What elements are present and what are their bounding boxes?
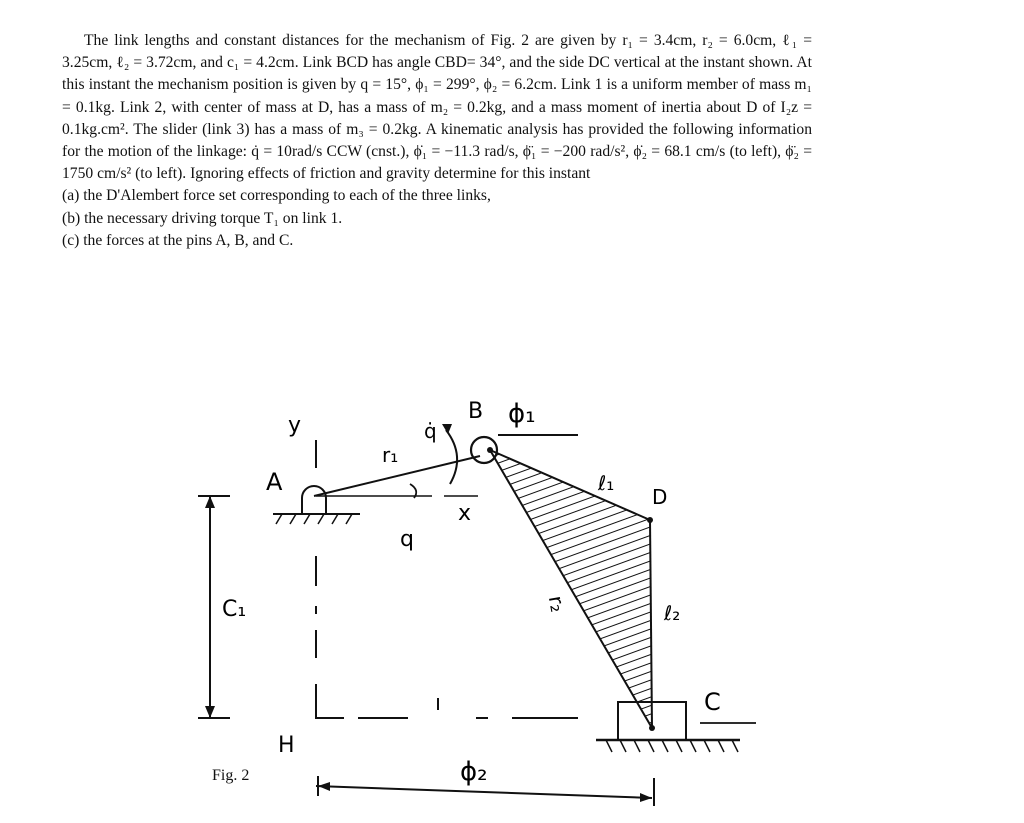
problem-item-c: (c) the forces at the pins A, B, and C. [62, 231, 294, 249]
label-r2: r₂ [543, 593, 571, 615]
problem-item-a: (a) the D'Alembert force set corresponding to each of the three links, [62, 187, 491, 205]
pin-b-center [487, 447, 493, 453]
label-phi2: ϕ₂ [460, 757, 488, 787]
mechanism-figure [0, 380, 1024, 823]
label-c: C [704, 688, 721, 716]
label-a: A [266, 468, 283, 496]
pin-b [471, 437, 497, 463]
label-x: x [458, 501, 472, 526]
label-l1: ℓ₁ [598, 471, 615, 495]
ground-c-hatch [606, 740, 738, 752]
label-qdot: q̇ [424, 419, 437, 443]
label-l2: ℓ₂ [664, 601, 681, 625]
problem-paragraph: The link lengths and constant distances for the mechanism of Fig. 2 are given by r₁ = 3.4cm, r₂ = 6.0cm, ℓ₁ = 3.25cm, ℓ₂ = 3.72cm, and c₁ = 4.2cm. Link BCD has angle CBD= 34°, and the side DC vertical at the instant shown. At this instant the mechanism position is given by q = 15°, ϕ₁ = 299°, ϕ₂ = 6.2cm. Link 1 is a uniform member of mass m₁ = 0.1kg. Link 2, with center of mass at D, has a mass of m₂ = 0.2kg, and a mass moment of inertia about D of I₂z = 0.1kg.cm². The slider (link 3) has a mass of m₃ = 0.2kg. A kinematic analysis has provided the following information for the motion of the linkage: q̇ = 10rad/s CCW (cnst.), ϕ̇₁ = −11.3 rad/s, ϕ̈₁ = −200 rad/s², ϕ̇₂ = 68.1 cm/s (to left), ϕ̈₂ = 1750 cm/s² (to left). Ignoring effects of friction and gravity determine for this instant [62, 32, 812, 183]
label-phi1: ϕ₁ [508, 399, 536, 429]
phi2-dimension-line [316, 786, 652, 798]
label-q: q [400, 527, 414, 552]
pin-c [649, 725, 655, 731]
phi2-arrow-left [318, 782, 330, 791]
c1-arrow-top [205, 496, 215, 508]
label-b: B [468, 399, 484, 424]
y-axis-label: y [288, 413, 302, 438]
phi2-arrow-right [640, 793, 652, 802]
label-c1: C₁ [222, 597, 247, 622]
label-d: D [652, 485, 668, 509]
figure-caption: Fig. 2 [212, 767, 250, 784]
ground-a-hatch [276, 514, 352, 524]
pin-a [302, 486, 326, 514]
problem-statement [62, 30, 812, 252]
label-h: H [278, 733, 295, 758]
mechanism-diagram [0, 380, 1024, 823]
qdot-arc [446, 430, 457, 484]
label-r1: r₁ [382, 443, 399, 467]
point-d [647, 517, 653, 523]
c1-arrow-bottom [205, 706, 215, 718]
right-angle-h [316, 684, 344, 718]
problem-item-b: (b) the necessary driving torque T₁ on link 1. [62, 209, 343, 227]
